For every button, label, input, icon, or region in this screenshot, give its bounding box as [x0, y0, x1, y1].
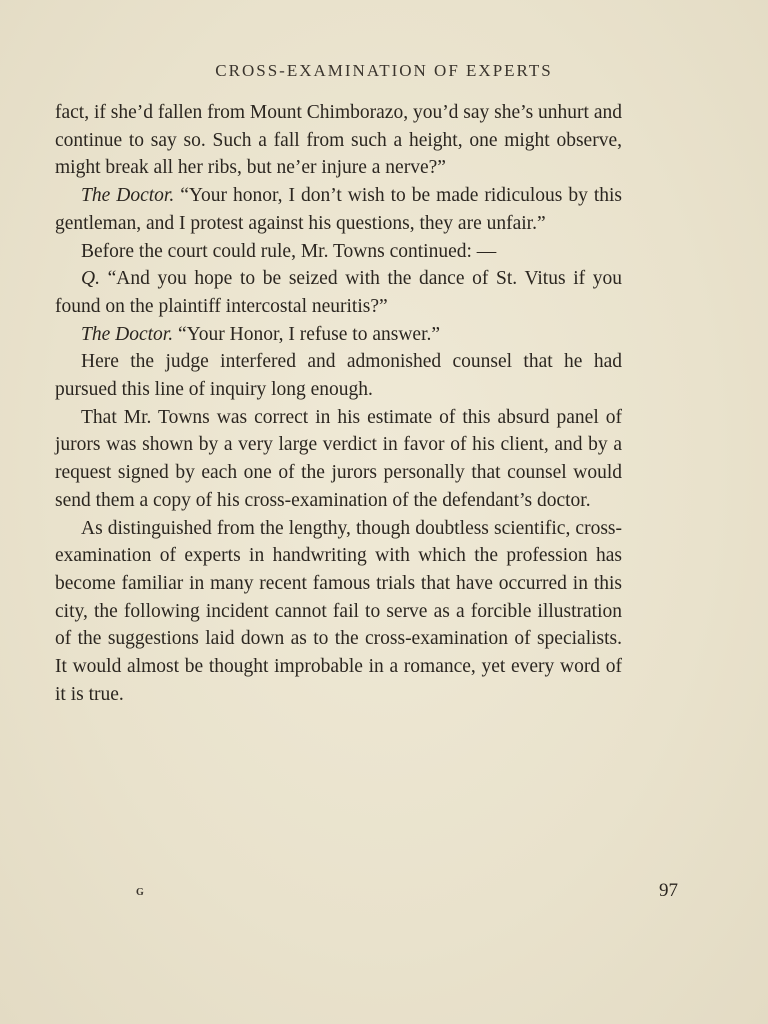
speaker-label: Q.: [81, 268, 100, 290]
paragraph-text: “Your Honor, I refuse to answer.”: [177, 323, 441, 345]
paragraph-text: fact, if she’d fallen from Mount Chimborazo, you’d say she’s unhurt and continue to say so. Such a fall from such a height, one might observe, might break all her ribs, but ne’er injure a nerve?”: [55, 102, 622, 179]
paragraph: [55, 348, 622, 403]
paragraph-text: “Your honor, I don’t wish to be made ridiculous by this gentleman, and I protest against his questions, they are unfair.”: [55, 185, 622, 234]
speaker-label: The Doctor.: [81, 185, 175, 207]
paragraph: [55, 321, 622, 349]
body-text: [55, 99, 622, 708]
paragraph-text: As distinguished from the lengthy, though doubtless scientific, cross-examination of experts in handwriting with which the profession has become familiar in many recent famous trials that have occurred in this city, the following incident cannot fail to serve as a forcible illustration of the suggestions laid down as to the cross-examination of specialists. It would almost be thought improbable in a romance, yet every word of it is true.: [55, 517, 622, 705]
page-number: 97: [659, 880, 678, 901]
running-head: CROSS-EXAMINATION OF EXPERTS: [215, 61, 553, 80]
paragraph-text: Before the court could rule, Mr. Towns continued: —: [81, 240, 497, 262]
paragraph-text: That Mr. Towns was correct in his estimate of this absurd panel of jurors was shown by a very large verdict in favor of his client, and by a request signed by each one of the jurors personally that counsel would send them a copy of his cross-examination of the defendant’s doctor.: [55, 406, 622, 511]
signature-mark: G: [136, 887, 144, 898]
paragraph: [55, 99, 622, 182]
paragraph: [55, 238, 622, 266]
speaker-label: The Doctor.: [81, 323, 174, 345]
paragraph-text: “And you hope to be seized with the dance of St. Vitus if you found on the plaintiff intercostal neuritis?”: [55, 268, 623, 317]
page-footer: [0, 880, 768, 904]
paragraph: [55, 182, 622, 237]
paragraph: [55, 515, 622, 709]
paragraph: [55, 404, 622, 515]
paragraph: [55, 265, 622, 320]
paragraph-text: Here the judge interfered and admonished counsel that he had pursued this line of inquiry long enough.: [55, 351, 622, 401]
